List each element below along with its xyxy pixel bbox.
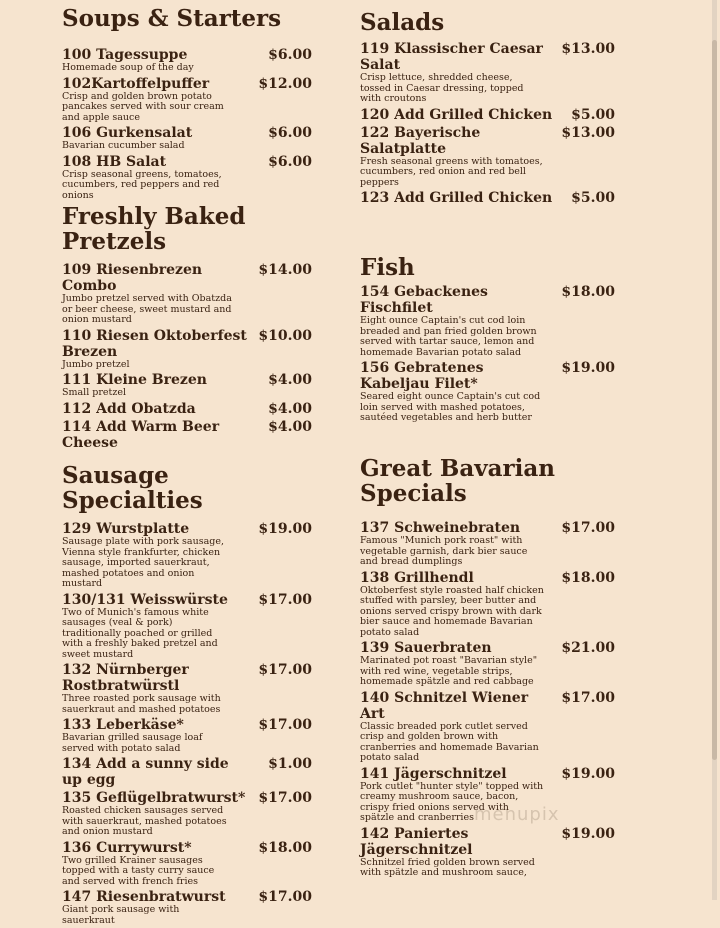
- item-desc: Crisp lettuce, shredded cheese, tossed in Caesar dressing, topped with croutons: [360, 72, 524, 104]
- menu-item: [62, 47, 312, 74]
- item-desc: Crisp seasonal greens, tomatoes, cucumbers, red peppers and red onions: [62, 168, 222, 201]
- item-name: 109 Riesenbrezen Combo: [62, 262, 203, 294]
- item-price: $14.00: [258, 262, 312, 278]
- item-price: $17.00: [258, 662, 312, 678]
- item-price: $12.00: [258, 75, 312, 92]
- item-name: 142 Paniertes Jägerschnitzel: [360, 825, 473, 858]
- section-salads: [360, 10, 615, 208]
- item-name: 154 Gebackenes Fischfilet: [360, 284, 488, 316]
- menu-item: [62, 125, 312, 152]
- item-price: $19.00: [561, 360, 615, 376]
- menu-item: [360, 125, 615, 189]
- item-price: $6.00: [268, 47, 312, 63]
- menu-item: [62, 154, 312, 202]
- menu-item: [62, 419, 312, 451]
- item-name: 114 Add Warm Beer Cheese: [62, 418, 220, 451]
- item-desc: Two of Munich's famous white sausages (veal & pork) traditionally poached or grilled with a freshly baked pretzel and sweet mustard: [62, 606, 218, 660]
- menu-item: [62, 840, 312, 888]
- item-price: $1.00: [268, 756, 312, 772]
- item-name: 100 Tagessuppe: [62, 47, 188, 63]
- item-desc: Jumbo pretzel served with Obatzda or beer cheese, sweet mustard and onion mustard: [62, 293, 232, 325]
- item-price: $17.00: [258, 889, 312, 905]
- item-name: 119 Klassischer Caesar Salat: [360, 41, 543, 73]
- item-desc: Two grilled Krainer sausages topped with a tasty curry sauce and served with french fries: [62, 854, 215, 887]
- item-desc: Schnitzel fried golden brown served with spätzle and mushroom sauce,: [360, 856, 535, 878]
- menu-item: [62, 717, 312, 754]
- item-name: 147 Riesenbratwurst: [62, 889, 226, 905]
- item-desc: Homemade soup of the day: [62, 62, 194, 73]
- menu-item: [62, 262, 312, 326]
- item-desc: Oktoberfest style roasted half chicken stuffed with parsley, beer butter and onions served crispy brown with dark bier sauce and homemade Bavarian potato salad: [360, 584, 544, 638]
- menu-item: [360, 690, 615, 764]
- menu-item: [360, 107, 615, 123]
- item-price: $4.00: [268, 400, 312, 417]
- item-name: 137 Schweinebraten: [360, 520, 521, 536]
- menu-item: [62, 889, 312, 926]
- item-price: $19.00: [258, 521, 312, 537]
- item-name: 102Kartoffelpuffer: [62, 75, 210, 92]
- item-price: $17.00: [258, 790, 312, 806]
- item-name: 106 Gurkensalat: [62, 125, 193, 141]
- item-price: $5.00: [571, 190, 615, 206]
- section-title: Freshly Baked Pretzels: [62, 203, 246, 255]
- menu-item: [62, 76, 312, 124]
- item-name: 135 Geflügelbratwurst*: [62, 790, 246, 806]
- item-price: $18.00: [561, 569, 615, 586]
- item-desc: Crisp and golden brown potato pancakes served with sour cream and apple sauce: [62, 90, 224, 123]
- menu-item: [360, 41, 615, 105]
- menu-item: [62, 756, 312, 788]
- item-price: $17.00: [561, 520, 615, 536]
- item-desc: Eight ounce Captain's cut cod loin breaded and pan fried golden brown served with tartar sauce, lemon and homemade Bavarian potato salad: [360, 315, 537, 358]
- item-name: 129 Wurstplatte: [62, 521, 190, 537]
- section-sausage: [62, 463, 312, 928]
- item-price: $18.00: [561, 284, 615, 300]
- section-pretzels: [62, 204, 312, 453]
- item-price: $13.00: [561, 41, 615, 57]
- section-fish: [360, 255, 615, 426]
- item-price: $17.00: [258, 717, 312, 733]
- item-name: 120 Add Grilled Chicken: [360, 106, 553, 123]
- item-price: $4.00: [268, 372, 312, 388]
- item-name: 130/131 Weisswürste: [62, 591, 228, 608]
- menu-item: [360, 360, 615, 424]
- item-price: $17.00: [258, 591, 312, 608]
- item-desc: Jumbo pretzel: [62, 358, 130, 370]
- menu-item: [360, 640, 615, 688]
- menu-item: [360, 284, 615, 358]
- item-name: 108 HB Salat: [62, 153, 167, 170]
- section-soups-starters: [62, 6, 312, 203]
- item-desc: Sausage plate with pork sausage, Vienna style frankfurter, chicken sausage, imported sauerkraut, mashed potatoes and onion mustard: [62, 536, 224, 589]
- item-name: 122 Bayerische Salatplatte: [360, 124, 481, 157]
- item-name: 138 Grillhendl: [360, 569, 474, 586]
- item-name: 111 Kleine Brezen: [62, 372, 207, 388]
- section-title: Salads: [360, 9, 445, 36]
- menu-item: [360, 826, 615, 879]
- menu-item: [62, 328, 312, 371]
- item-desc: Three roasted pork sausage with sauerkraut and mashed potatoes: [62, 693, 221, 715]
- item-price: $6.00: [268, 153, 312, 170]
- item-desc: Fresh seasonal greens with tomatoes, cucumbers, red onion and red bell peppers: [360, 155, 543, 188]
- item-name: 132 Nürnberger Rostbratwürstl: [62, 662, 189, 694]
- item-price: $10.00: [258, 327, 312, 344]
- item-price: $5.00: [571, 106, 615, 123]
- section-title: Sausage Specialties: [62, 462, 203, 514]
- item-desc: Seared eight ounce Captain's cut cod loin served with mashed potatoes, sautéed vegetables and herb butter: [360, 391, 541, 423]
- item-price: $21.00: [561, 640, 615, 656]
- item-price: $17.00: [561, 689, 615, 706]
- item-desc: Bavarian grilled sausage loaf served with potato salad: [62, 732, 203, 754]
- item-price: $19.00: [561, 825, 615, 842]
- item-desc: Marinated pot roast "Bavarian style" with red wine, vegetable strips, homemade spätzle and red cabbage: [360, 655, 538, 687]
- item-price: $4.00: [268, 418, 312, 435]
- item-name: 136 Currywurst*: [62, 839, 192, 856]
- item-desc: Small pretzel: [62, 387, 127, 398]
- menu-item: [62, 592, 312, 661]
- menu-item: [360, 570, 615, 639]
- item-name: 134 Add a sunny side up egg: [62, 756, 229, 788]
- menu-item: [360, 520, 615, 568]
- menu-item: [62, 662, 312, 715]
- item-desc: Giant pork sausage with sauerkraut: [62, 904, 180, 926]
- section-title: Soups & Starters: [62, 5, 282, 32]
- item-name: 112 Add Obatzda: [62, 400, 196, 417]
- menu-item: [360, 190, 615, 206]
- item-name: 156 Gebratenes Kabeljau Filet*: [360, 360, 484, 392]
- item-name: 133 Leberkäse*: [62, 717, 184, 733]
- item-name: 139 Sauerbraten: [360, 640, 492, 656]
- item-name: 123 Add Grilled Chicken: [360, 190, 553, 206]
- item-desc: Classic breaded pork cutlet served crisp and golden brown with cranberries and homemade Bavarian potato salad: [360, 720, 539, 763]
- scrollbar-thumb[interactable]: [712, 40, 717, 760]
- menu-item: [62, 401, 312, 417]
- menu-item: [62, 372, 312, 399]
- item-price: $19.00: [561, 765, 615, 782]
- item-name: 110 Riesen Oktoberfest Brezen: [62, 327, 247, 360]
- item-price: $18.00: [258, 839, 312, 856]
- menu-item: [62, 790, 312, 838]
- section-title: Fish: [360, 254, 415, 281]
- item-desc: Pork cutlet "hunter style" topped with creamy mushroom sauce, bacon, crispy fried onions served with spätzle and cranberries: [360, 780, 544, 823]
- item-name: 141 Jägerschnitzel: [360, 765, 507, 782]
- watermark: menupix: [474, 804, 560, 825]
- menu-item: [62, 521, 312, 590]
- section-title: Great Bavarian Specials: [360, 455, 556, 507]
- item-price: $13.00: [561, 124, 615, 141]
- item-desc: Famous "Munich pork roast" with vegetable garnish, dark bier sauce and bread dumplings: [360, 535, 528, 567]
- item-name: 140 Schnitzel Wiener Art: [360, 689, 529, 722]
- item-desc: Bavarian cucumber salad: [62, 140, 185, 151]
- item-desc: Roasted chicken sausages served with sauerkraut, mashed potatoes and onion mustard: [62, 805, 227, 837]
- item-price: $6.00: [268, 125, 312, 141]
